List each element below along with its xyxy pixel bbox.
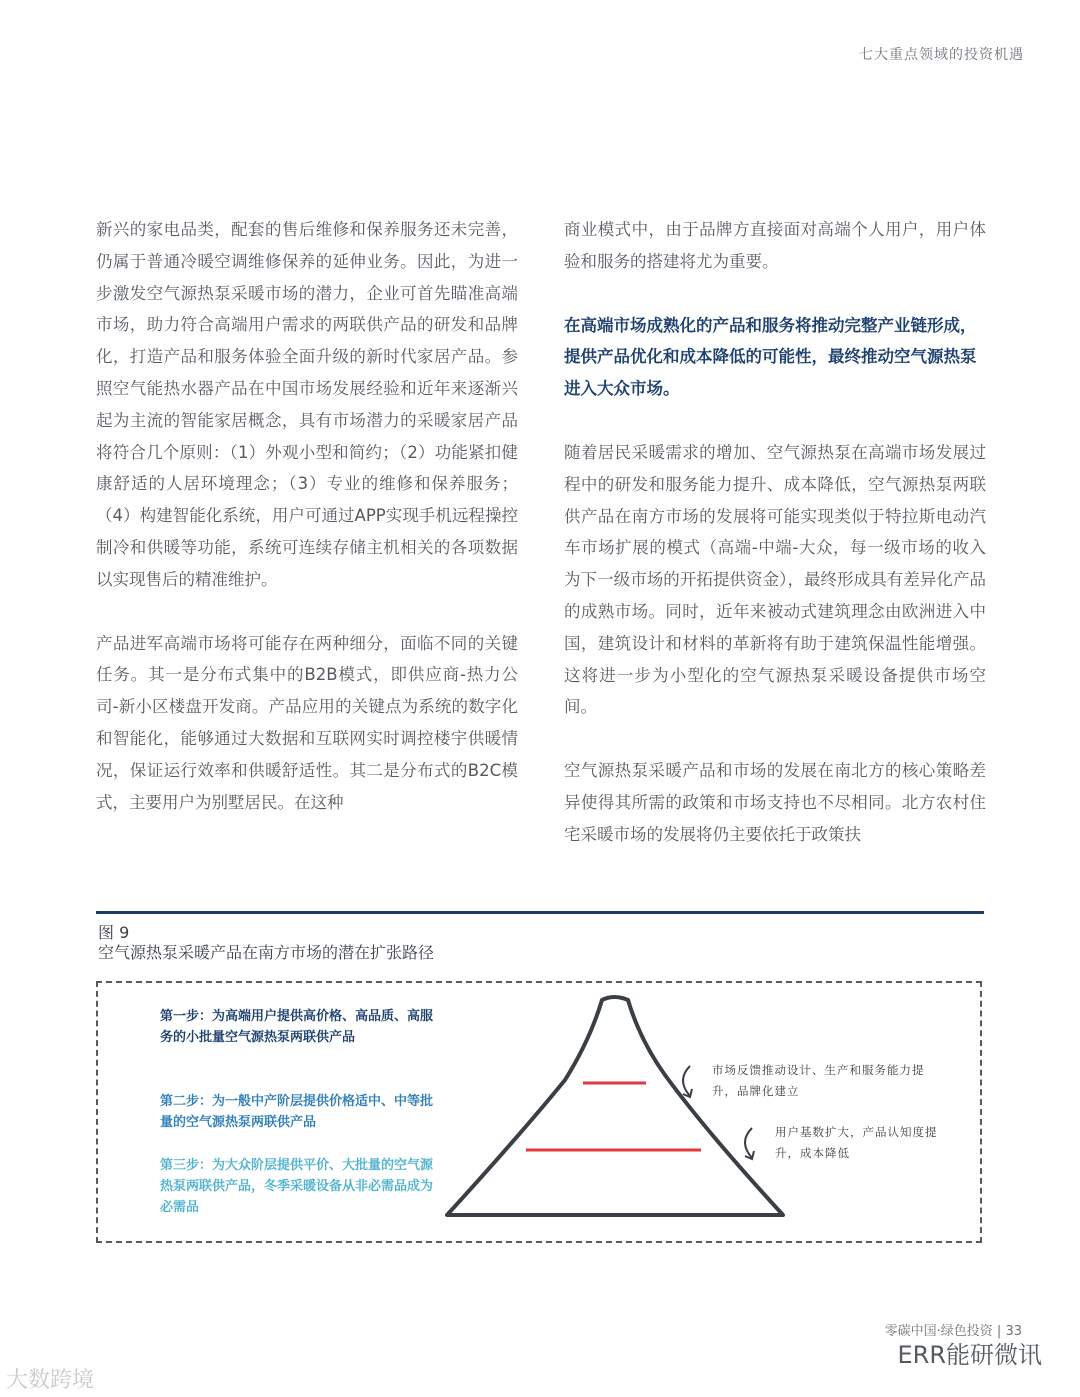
curved-arrow-icon — [683, 1066, 692, 1097]
figure-note-2: 用户基数扩大，产品认知度提升，成本降低 — [775, 1125, 938, 1160]
figure-step-1: 第一步：为高端用户提供高价格、高品质、高服务的小批量空气源热泵两联供产品 — [160, 1009, 434, 1045]
highlight-quote: 在高端市场成熟化的产品和服务将推动完整产业链形成，提供产品优化和成本降低的可能性，最终推动空气源热泵进入大众市场。 — [564, 315, 977, 399]
watermark-left: 大数跨境 — [6, 1368, 95, 1393]
section-header: 七大重点领域的投资机遇 — [859, 47, 1024, 63]
curved-arrow-icon — [745, 1128, 754, 1159]
page-footer: 零碳中国·绿色投资 | 33 — [884, 1324, 1022, 1339]
watermark-right: ERR能研微讯 — [897, 1341, 1042, 1369]
right-paragraph-3: 空气源热泵采暖产品和市场的发展在南北方的核心策略差异使得其所需的政策和市场支持也不尽相同。北方农村住宅采暖市场的发展将仍主要依托于政策扶 — [564, 761, 986, 844]
right-paragraph-2: 随着居民采暖需求的增加、空气源热泵在高端市场发展过程中的研发和服务能力提升、成本降低，空气源热泵两联供产品在南方市场的发展将可能实现类似于特拉斯电动汽车市场扩展的模式（高端-中端-大众，每一级市场的收入为下一级市场的开拓提供资金），最终形成具有差异化产品的成熟市场。同时，近年来被动式建筑理念由欧洲进入中国，建筑设计和材料的革新将有助于建筑保温性能增强。这将进一步为小型化的空气源热泵采暖设备提供市场空间。 — [564, 442, 986, 717]
figure-title: 空气源热泵采暖产品在南方市场的潜在扩张路径 — [98, 943, 435, 962]
left-paragraph-2: 产品进军高端市场将可能存在两种细分，面临不同的关键任务。其一是分布式集中的B2B模式，即供应商-热力公司-新小区楼盘开发商。产品应用的关键点为系统的数字化和智能化，能够通过大数据和互联网实时调控楼宇供暖情况，保证运行效率和供暖舒适性。其二是分布式的B2C模式，主要用户为别墅居民。在这种 — [96, 633, 518, 812]
figure-step-2: 第二步：为一般中产阶层提供价格适中、中等批量的空气源热泵两联供产品 — [160, 1094, 434, 1130]
right-paragraph-1: 商业模式中，由于品牌方直接面对高端个人用户，用户体验和服务的搭建将尤为重要。 — [564, 220, 986, 271]
figure-step-3: 第三步：为大众阶层提供平价、大批量的空气源热泵两联供产品，冬季采暖设备从非必需品成为必需品 — [160, 1158, 434, 1215]
figure-label: 图 9 — [98, 923, 130, 942]
left-paragraph-1: 新兴的家电品类，配套的售后维修和保养服务还未完善，仍属于普通冷暖空调维修保养的延伸业务。因此，为进一步激发空气源热泵采暖市场的潜力，企业可首先瞄准高端市场，助力符合高端用户需求的两联供产品的研发和品牌化，打造产品和服务体验全面升级的新时代家居产品。参照空气能热水器产品在中国市场发展经验和近年来逐渐兴起为主流的智能家居概念，具有市场潜力的采暖家居产品将符合几个原则：（1）外观小型和简约；（2）功能紧扣健康舒适的人居环境理念；（3）专业的维修和保养服务；（4）构建智能化系统，用户可通过APP实现手机远程操控制冷和供暖等功能，系统可连续存储主机相关的各项数据以实现售后的精准维护。 — [96, 220, 518, 589]
figure-note-1: 市场反馈推动设计、生产和服务能力提升，品牌化建立 — [712, 1063, 925, 1098]
pyramid-outline — [447, 997, 783, 1215]
